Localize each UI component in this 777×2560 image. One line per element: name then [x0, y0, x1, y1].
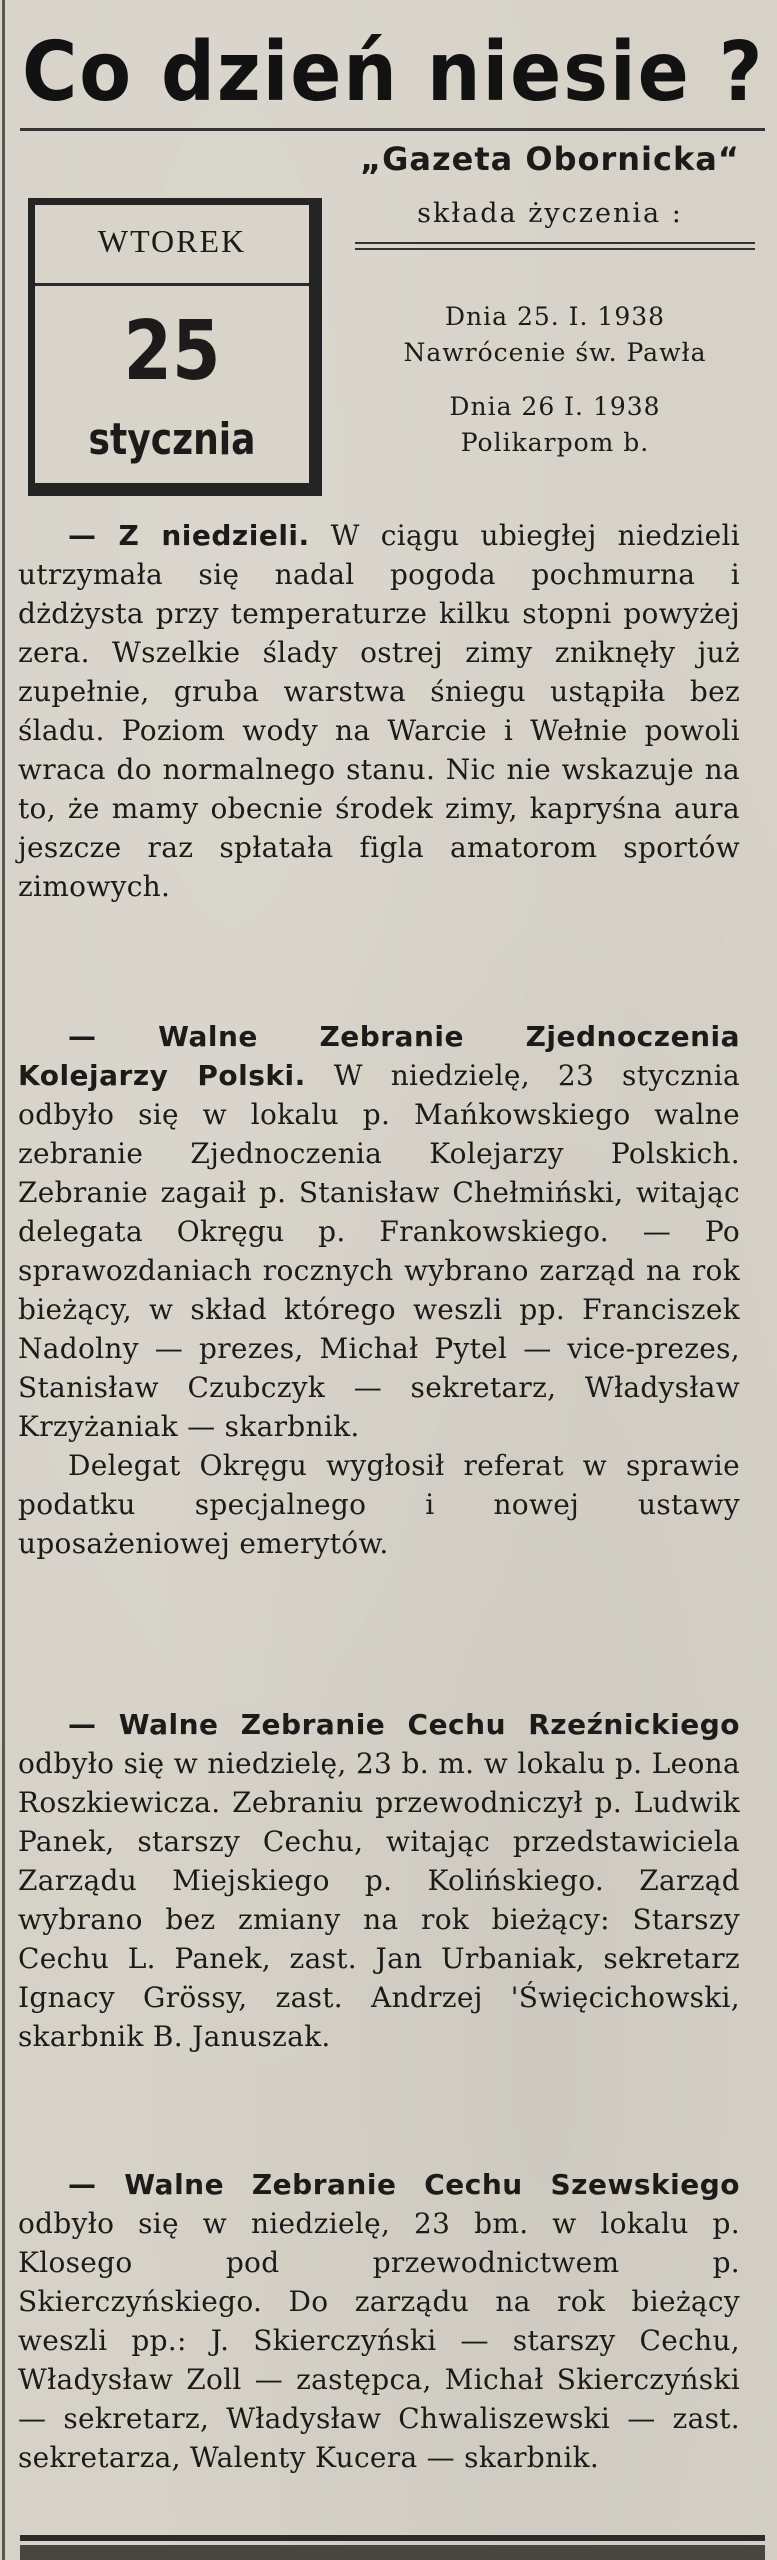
news-item [18, 2165, 740, 2477]
nameday-date: Dnia 25. I. 1938 [444, 302, 666, 331]
greeting-subtitle: składa życzenia : [417, 198, 683, 229]
news-body: Delegat Okręgu wygłosił referat w sprawie podatku specjalnego i nowej ustawy uposażeniowej emerytów. [18, 1449, 740, 1560]
greeting-divider [355, 248, 755, 250]
news-heading: — Walne Zebranie Zjednoczenia Kolejarzy Polski. [18, 1020, 740, 1092]
calendar-box [28, 198, 322, 496]
title-divider [20, 128, 765, 131]
calendar-day-number: 25 [123, 304, 221, 399]
bottom-border [20, 2535, 765, 2541]
news-body: W ciągu ubiegłej niedzieli utrzymała się nadal pogoda pochmurna i dżdżysta przy temperaturze kilku stopni powyżej zera. Wszelkie ślady ostrej zimy zniknęły już zupełnie, gruba warstwa śniegu ustąpiła bez śladu. Poziom wody na Warcie i Wełnie powoli wraca do normalnego stanu. Nic nie wskazuje na to, że mamy obecnie środek zimy, kapryśna aura jeszcze raz spłatała figla amatorom sportów zimowych. [18, 519, 740, 903]
nameday-name: Polikarpom b. [460, 428, 650, 457]
news-item [18, 1705, 740, 2056]
news-item [18, 1017, 740, 1563]
news-body: W niedzielę, 23 stycznia odbyło się w lokalu p. Mańkowskiego walne zebranie Zjednoczenia Kolejarzy Polskich. Zebranie zagaił p. Stanisław Chełmiński, witając delegata Okręgu p. Frankowskiego. — Po sprawozdaniach rocznych wybrano zarząd na rok bieżący, w skład którego weszli pp. Franciszek Nadolny — prezes, Michał Pytel — vice-prezes, Stanisław Czubczyk — sekretarz, Władysław Krzyżaniak — skarbnik. [18, 1059, 740, 1443]
news-heading: — Z niedzieli. [68, 519, 310, 552]
news-heading: — Walne Zebranie Cechu Rzeźnickiego [68, 1708, 740, 1741]
nameday-date: Dnia 26 I. 1938 [449, 392, 661, 421]
newspaper-name: „Gazeta Obornicka“ [360, 140, 740, 178]
news-body: odbyło się w niedzielę, 23 bm. w lokalu p. Klosego pod przewodnictwem p. Skierczyńskiego. Do zarządu na rok bieżący weszli pp.: J. Skierczyński — starszy Cechu, Władysław Zoll — zastępca, Michał Skierczyński — sekretarz, Władysław Chwaliszewski — zast. sekretarza, Walenty Kucera — skarbnik. [18, 2207, 740, 2474]
greeting-divider [355, 242, 755, 244]
column-rule [2, 0, 5, 2560]
nameday-name: Nawrócenie św. Pawła [403, 338, 707, 367]
calendar-month: stycznia [88, 414, 256, 465]
bottom-border [20, 2545, 765, 2560]
column-title: Co dzień niesie ? [22, 25, 765, 120]
calendar-weekday: WTOREK [97, 223, 247, 259]
news-body: odbyło się w niedzielę, 23 b. m. w lokalu p. Leona Roszkiewicza. Zebraniu przewodniczył p. Ludwik Panek, starszy Cechu, witając przedstawiciela Zarządu Miejskiego p. Kolińskiego. Zarząd wybrano bez zmiany na rok bieżący: Starszy Cechu L. Panek, zast. Jan Urbaniak, sekretarz Ignacy Grössy, zast. Andrzej 'Święcichowski, skarbnik B. Januszak. [18, 1747, 740, 2053]
news-item [18, 516, 740, 906]
news-heading: — Walne Zebranie Cechu Szewskiego [68, 2168, 740, 2201]
calendar-divider [35, 283, 309, 286]
